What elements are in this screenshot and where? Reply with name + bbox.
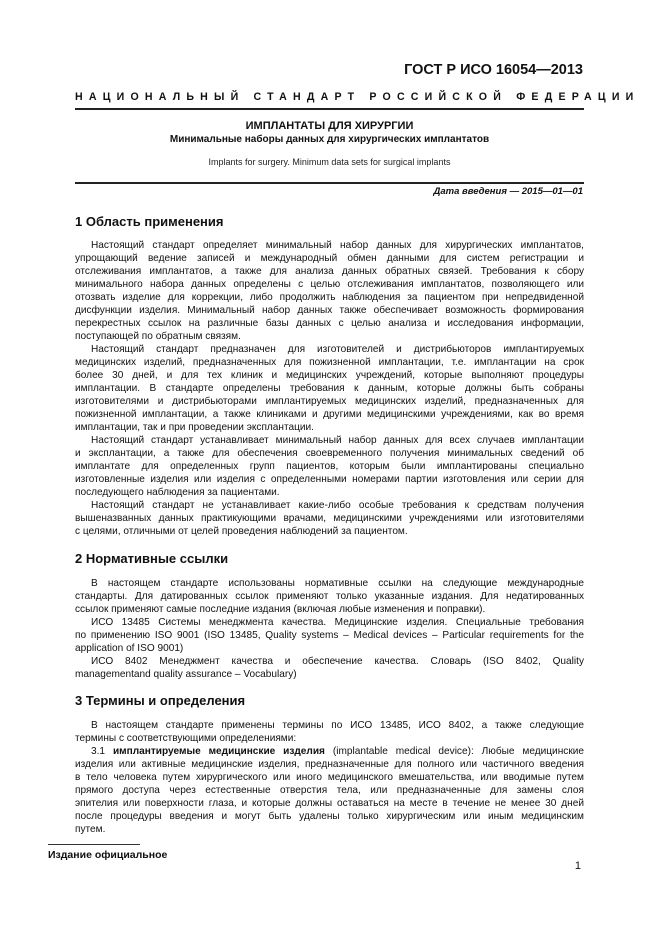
text-line: application of ISO 9001) xyxy=(75,643,184,654)
text-line: изготовленные изделия или изделия с определенными номерами партии изготовления или серии для xyxy=(75,474,584,485)
text-line: Настоящий стандарт определяет минимальный набор данных для хирургических имплантатов, xyxy=(91,240,584,251)
text-line: отслеживания имплантатов, а также для анализа данных обратных связей. Требования к сбору xyxy=(75,266,584,277)
text-line: вышеназванных данных практикующими врачами, медицинскими учреждениями или изготовителями xyxy=(75,513,584,524)
text-line: стандарты. Для датированных ссылок применяют только указанные издания. Для недатированных xyxy=(75,591,584,602)
text-line: термины с соответствующими определениями: xyxy=(75,733,297,744)
section-1-heading: 1 Область применения xyxy=(75,214,224,229)
national-standard-banner: НАЦИОНАЛЬНЫЙ СТАНДАРТ РОССИЙСКОЙ ФЕДЕРАЦИИ xyxy=(75,91,640,103)
text-line: ИСО 13485 Системы менеджмента качества. Медицинские изделия. Специальные требования xyxy=(91,617,584,628)
text-line: отозвать изделие для коррекции, либо продолжить наблюдения за пациентом при непредвиденной xyxy=(75,292,584,303)
section-3-heading: 3 Термины и определения xyxy=(75,693,246,708)
text-line: имплантации, так и при проведении эксплантации. xyxy=(75,422,314,433)
text-line: перекрестных ссылок на различные базы данных с целью анализа и исследования информации, xyxy=(75,318,584,329)
edition-label: Издание официальное xyxy=(48,849,168,861)
text-line: managementand quality assurance – Vocabulary) xyxy=(75,669,297,680)
text-line: имплантате для определенных групп пациентов, которым были имплантированы специально xyxy=(75,461,584,472)
document-title: ИМПЛАНТАТЫ ДЛЯ ХИРУРГИИ xyxy=(245,120,414,132)
text-line: минимального набора данных определены с целью отслеживания имплантатов, позволяющего или xyxy=(75,279,584,290)
text-line: Настоящий стандарт не устанавливает какие-либо особые требования к средствам получения xyxy=(91,500,584,511)
footer-divider xyxy=(48,844,140,845)
term-number: 3.1 xyxy=(91,746,106,757)
text-line: в тело человека путем хирургического или иного медицинского вмешательства, или вводимые путем xyxy=(75,772,584,783)
term-name: имплантируемые медицинские изделия xyxy=(112,746,325,757)
text-line: с целями, отличными от целей проведения наблюдений за пациентом. xyxy=(75,526,408,537)
text-line: и эксплантации, а также для обеспечения своевременного получения минимальных сведений об xyxy=(75,448,584,459)
document-title-english: Implants for surgery. Minimum data sets for surgical implants xyxy=(208,157,451,167)
text-line: Настоящий стандарт предназначен для изготовителей и дистрибьюторов имплантируемых xyxy=(91,344,584,355)
text-line: по применению ISO 9001 (ISO 13485, Quality systems – Medical devices – Particular requirements for the xyxy=(75,630,584,641)
introduction-date: Дата введения — 2015—01—01 xyxy=(433,186,583,197)
text-line: изделия или активные медицинские изделия, предназначенные для полного или частичного введения xyxy=(75,759,584,770)
section-2-heading: 2 Нормативные ссылки xyxy=(75,551,229,566)
text-line: Настоящий стандарт устанавливает минимальный набор данных для всех случаев имплантации xyxy=(91,435,584,446)
text-line: последующего наблюдения за пациентами. xyxy=(75,487,280,498)
text-line: изготовителями и дистрибьюторами имплантируемых медицинских изделий, предназначенных для xyxy=(75,396,584,407)
title-divider xyxy=(75,182,584,184)
document-subtitle: Минимальные наборы данных для хирургических имплантатов xyxy=(169,134,490,145)
standard-code: ГОСТ Р ИСО 16054—2013 xyxy=(404,62,583,78)
text-line: эпителия или поверхности глаза, и которые должны оставаться на месте в течение не менее 30 дней xyxy=(75,798,584,809)
text-line: дисфункции изделия. Минимальный набор данных также обеспечивает возможность формирования xyxy=(75,305,584,316)
text-line: путем. xyxy=(75,824,106,835)
text-line: упрощающий ведение записей и международный обмен данными для систем регистрации и xyxy=(75,253,584,264)
text-line: прямого доступа через естественные отверстия тела, или предназначенные для замены слоя xyxy=(75,785,584,796)
text-line: более 30 дней, и для тех клиник и медицинских учреждений, которые выполняют процедуры xyxy=(75,370,584,381)
text-line: В настоящем стандарте применены термины по ИСО 13485, ИСО 8402, а также следующие xyxy=(91,720,584,731)
header-divider xyxy=(75,108,584,110)
text-line: медицинских изделий, предназначенных для пожизненной имплантации, т.е. имплантации на срок xyxy=(75,357,584,368)
text-line: ссылок применяют самые последние издания (включая любые изменения и поправки). xyxy=(75,604,486,615)
text-line: поступающей по обратным связям. xyxy=(75,331,241,342)
term-definition-line xyxy=(75,745,584,758)
term-english: (implantable medical device): Любые медицинские xyxy=(324,746,584,757)
text-line: после процедуры введения и могут быть удалены только хирургическим или иным медицинским xyxy=(75,811,584,822)
page-number: 1 xyxy=(574,860,581,872)
text-line: В настоящем стандарте использованы нормативные ссылки на следующие международные xyxy=(91,578,584,589)
text-line: пожизненной имплантации, а также клиниками и другими медицинскими учреждениями, как во время xyxy=(75,409,584,420)
text-line: имплантации. В стандарте определены требования к данным, которые должны быть собраны xyxy=(75,383,584,394)
text-line: ИСО 8402 Менеджмент качества и обеспечение качества. Словарь (ISO 8402, Quality xyxy=(91,656,584,667)
